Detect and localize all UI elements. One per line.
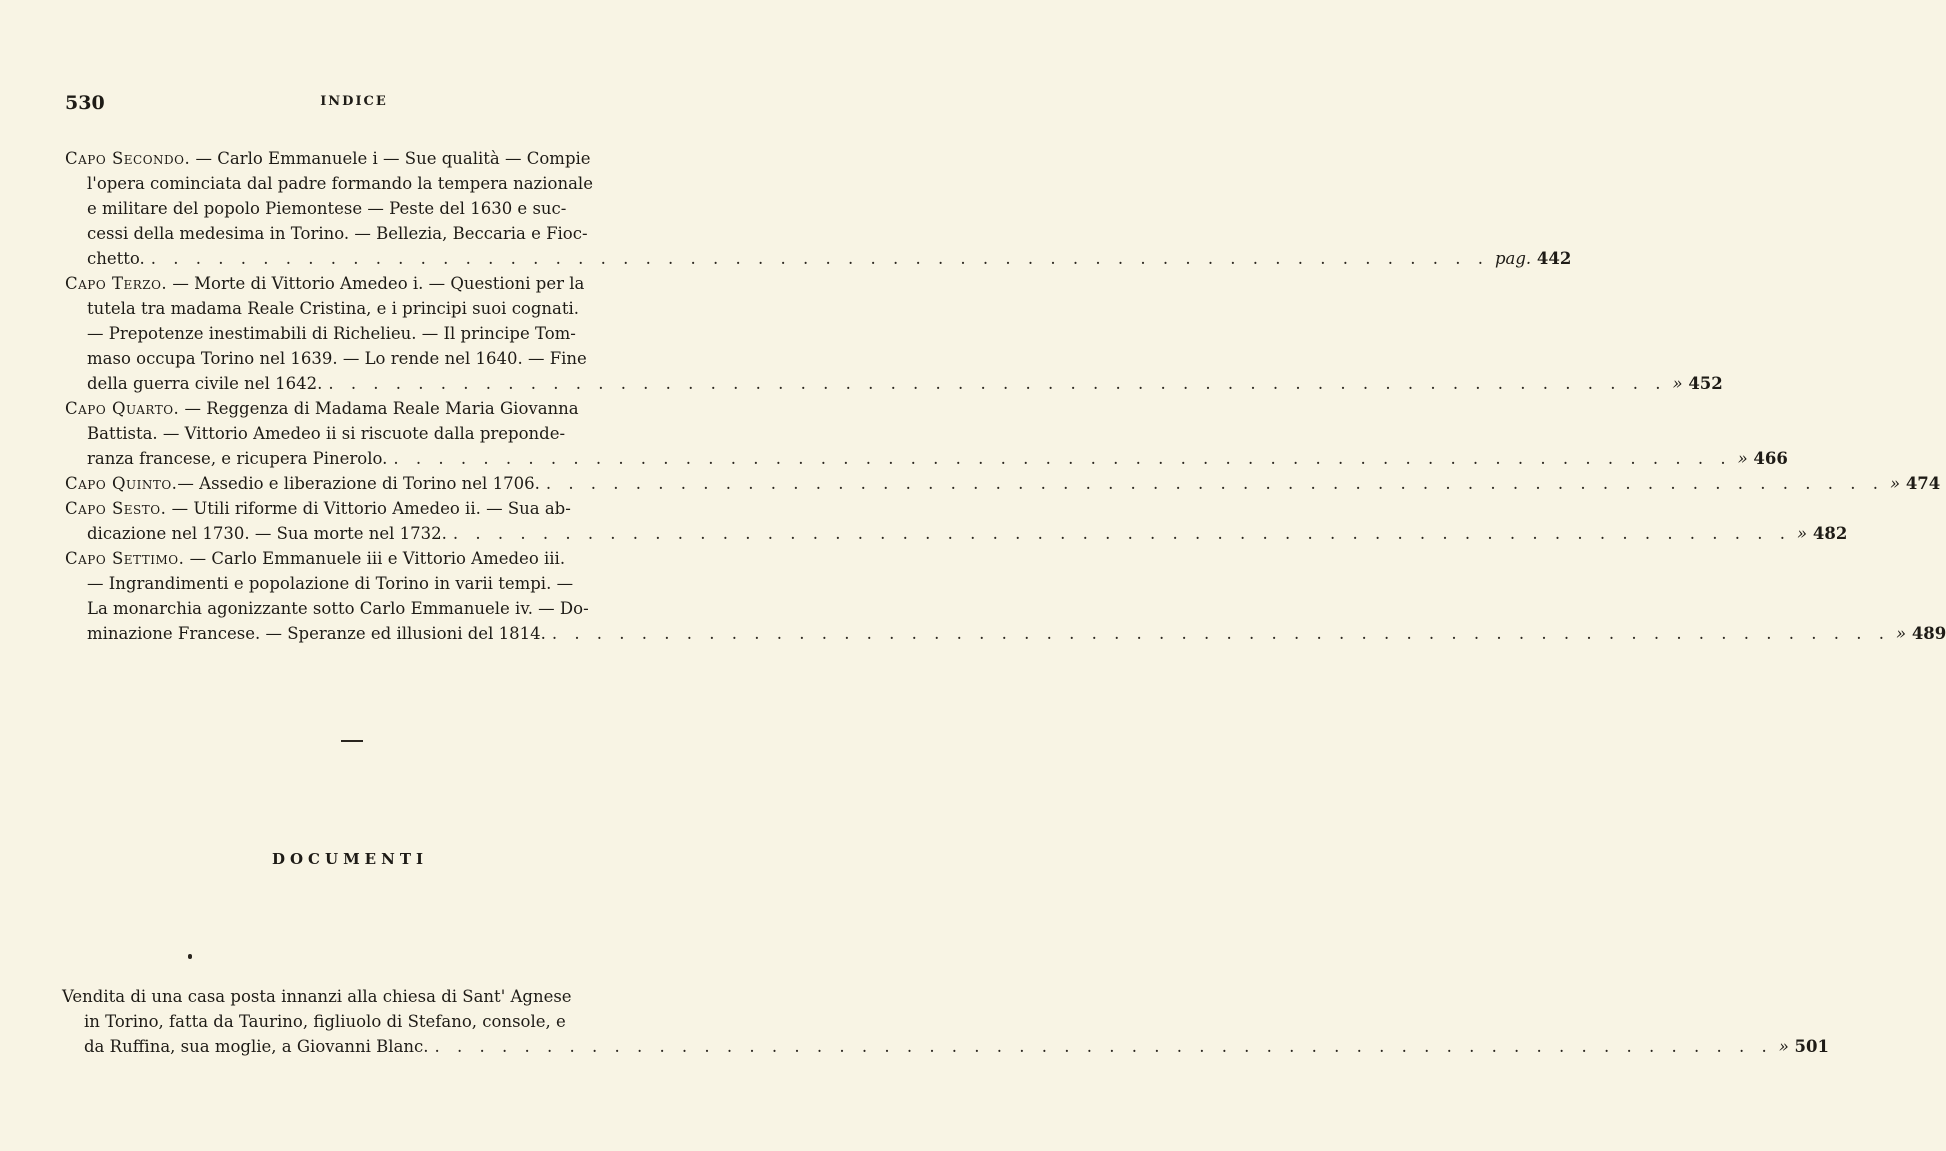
- entry-text: — Utili riforme di Vittorio Amedeo ii. — Sua ab-: [166, 499, 571, 518]
- chapter-label: Capo Quinto.: [65, 474, 178, 493]
- table-of-contents: [65, 146, 1946, 646]
- entry-text: Vendita di una casa posta innanzi alla chiesa di Sant' Agnese: [62, 987, 572, 1006]
- chapter-label: Capo Secondo.: [65, 149, 191, 168]
- entry-last-line: [65, 446, 1788, 471]
- entry-last-line: [65, 521, 1848, 546]
- documents-heading: DOCUMENTI: [271, 850, 429, 868]
- page-number-ref: 482: [1812, 524, 1848, 543]
- toc-entry: [65, 396, 1788, 471]
- page-reference: [1738, 446, 1788, 471]
- entry-first-line: [65, 471, 1941, 496]
- page-prefix: »: [1737, 449, 1748, 468]
- entry-line: La monarchia agonizzante sotto Carlo Emmanuele iv. — Do-: [87, 599, 589, 618]
- dot-leader: . . . . . . . . . . . . . . . . . . . . . . . . . . . . . . . . . . . . . . . . . . . . . . . . . . . . . . . . . . . .: [452, 524, 1792, 543]
- page-number-ref: 442: [1536, 249, 1572, 268]
- page-number-ref: 501: [1794, 1037, 1829, 1056]
- entry-line: — Ingrandimenti e popolazione di Torino in varii tempi. —: [87, 574, 574, 593]
- entry-last-line: [65, 371, 1723, 396]
- entry-first-line: [65, 396, 643, 421]
- toc-entry: [65, 496, 1848, 546]
- page-reference: [1890, 471, 1940, 496]
- entry-line: maso occupa Torino nel 1639. — Lo rende nel 1640. — Fine: [87, 349, 587, 368]
- chapter-label: Capo Sesto.: [65, 499, 167, 518]
- chapter-label: Capo Quarto.: [65, 399, 180, 418]
- document-entry: [62, 984, 1829, 1059]
- page-prefix: »: [1895, 624, 1907, 643]
- page-reference: [1797, 521, 1847, 546]
- page-prefix: »: [1797, 524, 1808, 543]
- entry-line: cessi della medesima in Torino. — Bellezia, Beccaria e Fioc-: [87, 224, 588, 243]
- entry-text: minazione Francese. — Speranze ed illusioni del 1814.: [87, 624, 546, 643]
- toc-entry: [65, 471, 1941, 496]
- page-prefix: »: [1672, 374, 1683, 393]
- entry-first-line: [62, 984, 642, 1009]
- entry-last-line: [65, 621, 1946, 646]
- dot-leader: . . . . . . . . . . . . . . . . . . . . . . . . . . . . . . . . . . . . . . . . . . . . . . . . . . . . . . . . . . . .: [393, 449, 1732, 468]
- entry-text: chetto.: [87, 249, 145, 268]
- entry-text: — Carlo Emmanuele iii e Vittorio Amedeo iii.: [184, 549, 566, 568]
- dot-leader: . . . . . . . . . . . . . . . . . . . . . . . . . . . . . . . . . . . . . . . . . . . . . . . . . . . . . . . . . . . .: [150, 249, 1489, 268]
- entry-first-line: [65, 271, 643, 296]
- chapter-label: Capo Settimo.: [65, 549, 185, 568]
- ink-speck: [188, 954, 192, 959]
- page-number-ref: 474: [1905, 474, 1941, 493]
- page-prefix: pag.: [1494, 249, 1532, 268]
- entry-line: tutela tra madama Reale Cristina, e i principi suoi cognati.: [87, 299, 580, 318]
- dot-leader: . . . . . . . . . . . . . . . . . . . . . . . . . . . . . . . . . . . . . . . . . . . . . . . . . . . . . . . . . . . .: [328, 374, 1667, 393]
- chapter-label: Capo Terzo.: [65, 274, 168, 293]
- page-reference: [1896, 621, 1946, 646]
- dot-leader: . . . . . . . . . . . . . . . . . . . . . . . . . . . . . . . . . . . . . . . . . . . . . . . . . . . . . . . . . . . .: [434, 1037, 1773, 1056]
- page-number-ref: 452: [1688, 374, 1723, 393]
- entry-line: l'opera cominciata dal padre formando la tempera nazionale: [87, 174, 593, 193]
- page-prefix: »: [1889, 474, 1901, 493]
- page-number: 530: [65, 92, 105, 114]
- entry-text: da Ruffina, sua moglie, a Giovanni Blanc.: [84, 1037, 429, 1056]
- running-title: INDICE: [320, 94, 388, 109]
- entry-text: — Reggenza di Madama Reale Maria Giovanna: [179, 399, 579, 418]
- dot-leader: . . . . . . . . . . . . . . . . . . . . . . . . . . . . . . . . . . . . . . . . . . . . . . . . . . . . . . . . . . . .: [545, 474, 1884, 493]
- entry-line: in Torino, fatta da Taurino, figliuolo di Stefano, console, e: [84, 1012, 566, 1031]
- entry-text: — Morte di Vittorio Amedeo i. — Questioni per la: [167, 274, 585, 293]
- page-prefix: »: [1778, 1037, 1789, 1056]
- toc-entry: [65, 146, 1572, 271]
- entry-text: della guerra civile nel 1642.: [87, 374, 323, 393]
- entry-first-line: [65, 496, 643, 521]
- page-reference: [1672, 371, 1722, 396]
- entry-text: — Carlo Emmanuele i — Sue qualità — Compie: [190, 149, 591, 168]
- entry-last-line: [65, 246, 1572, 271]
- page-header: [65, 92, 643, 116]
- documents-list: [62, 984, 1829, 1059]
- page-reference: [1495, 246, 1571, 271]
- entry-line: — Prepotenze inestimabili di Richelieu. — Il principe Tom-: [87, 324, 576, 343]
- entry-first-line: [65, 146, 643, 171]
- page-number-ref: 466: [1753, 449, 1788, 468]
- section-divider: [341, 740, 363, 742]
- entry-line: e militare del popolo Piemontese — Peste del 1630 e suc-: [87, 199, 567, 218]
- entry-text: ranza francese, e ricupera Pinerolo.: [87, 449, 388, 468]
- toc-entry: [65, 271, 1723, 396]
- page-reference: [1779, 1034, 1829, 1059]
- dot-leader: . . . . . . . . . . . . . . . . . . . . . . . . . . . . . . . . . . . . . . . . . . . . . . . . . . . . . . . . . . . .: [551, 624, 1890, 643]
- page-number-ref: 489: [1911, 624, 1946, 643]
- entry-line: Battista. — Vittorio Amedeo ii si riscuote dalla preponde-: [87, 424, 566, 443]
- entry-text: dicazione nel 1730. — Sua morte nel 1732.: [87, 524, 447, 543]
- entry-last-line: [62, 1034, 1829, 1059]
- entry-text: — Assedio e liberazione di Torino nel 1706.: [177, 474, 540, 493]
- toc-entry: [65, 546, 1946, 646]
- entry-first-line: [65, 546, 643, 571]
